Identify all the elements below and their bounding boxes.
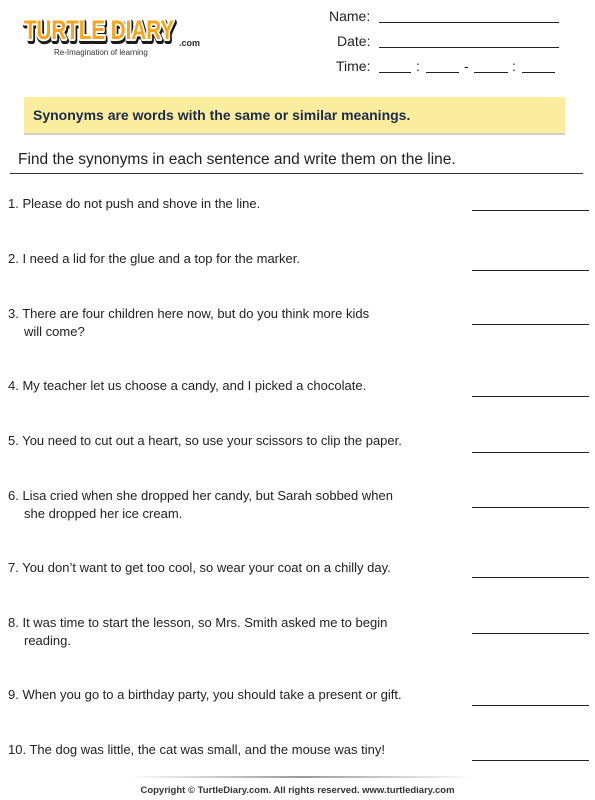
instruction-text: Find the synonyms in each sentence and write them on the line. [18,151,456,168]
answer-line-9[interactable] [472,705,589,706]
question-text: 10. The dog was little, the cat was small, and the mouse was tiny! [8,742,385,757]
answer-line-2[interactable] [472,270,589,271]
time-field-hours-end[interactable] [474,72,508,73]
answer-line-6[interactable] [472,507,589,508]
question-text: 4. My teacher let us choose a candy, and I picked a chocolate. [8,378,367,393]
time-field-hours-start[interactable] [379,72,411,73]
answer-line-4[interactable] [472,396,589,397]
footer-divider [126,776,476,778]
svg-text:TURTLE DIARY: TURTLE DIARY [25,17,175,47]
question-text: 9. When you go to a birthday party, you should take a present or gift. [8,687,402,702]
logo-wordmark-icon [22,8,182,48]
question-9 [8,686,448,704]
question-7 [8,559,448,577]
instruction-divider [10,173,583,174]
question-10 [8,741,448,759]
answer-line-8[interactable] [472,633,589,634]
svg-text:TURTLE DIARY: TURTLE DIARY [24,15,174,45]
time-dash: - [464,58,469,74]
name-field[interactable] [379,22,559,23]
question-text-continued: will come? [24,324,85,339]
logo-tagline: Re-Imagination of learning [54,48,148,57]
time-field-minutes-end[interactable] [522,72,555,73]
question-8 [8,614,448,650]
date-field[interactable] [379,47,559,48]
time-colon-2: : [512,58,516,74]
question-6 [8,487,448,523]
question-text: 7. You don’t want to get too cool, so wear your coat on a chilly day. [8,560,391,575]
answer-line-5[interactable] [472,452,589,453]
answer-line-1[interactable] [472,210,589,211]
turtle-diary-logo [22,8,212,60]
answer-line-7[interactable] [472,577,589,578]
question-4 [8,377,448,395]
question-text: 6. Lisa cried when she dropped her candy, but Sarah sobbed when [8,488,393,503]
definition-text: Synonyms are words with the same or similar meanings. [33,107,411,123]
name-label: Name: [329,8,371,24]
logo-domain-suffix: .com [179,38,201,48]
question-text: 8. It was time to start the lesson, so Mrs. Smith asked me to begin [8,615,388,630]
question-1 [8,195,448,213]
question-2 [8,250,448,268]
time-colon-1: : [416,58,420,74]
svg-text:TURTLE DIARY: TURTLE DIARY [24,15,174,45]
date-label: Date: [337,33,371,49]
question-text: 1. Please do not push and shove in the line. [8,196,261,211]
question-text-continued: reading. [24,633,71,648]
definition-banner [24,97,565,135]
copyright-footer: Copyright © TurtleDiary.com. All rights reserved. www.turtlediary.com [140,785,455,796]
question-text: 3. There are four children here now, but do you think more kids [8,306,370,321]
time-label: Time: [336,58,371,74]
question-text: 5. You need to cut out a heart, so use your scissors to clip the paper. [8,433,402,448]
question-text-continued: she dropped her ice cream. [24,506,183,521]
question-text: 2. I need a lid for the glue and a top for the marker. [8,251,300,266]
answer-line-3[interactable] [472,324,589,325]
answer-line-10[interactable] [472,760,589,761]
question-3 [8,305,448,341]
time-field-minutes-start[interactable] [426,72,459,73]
question-5 [8,432,448,450]
